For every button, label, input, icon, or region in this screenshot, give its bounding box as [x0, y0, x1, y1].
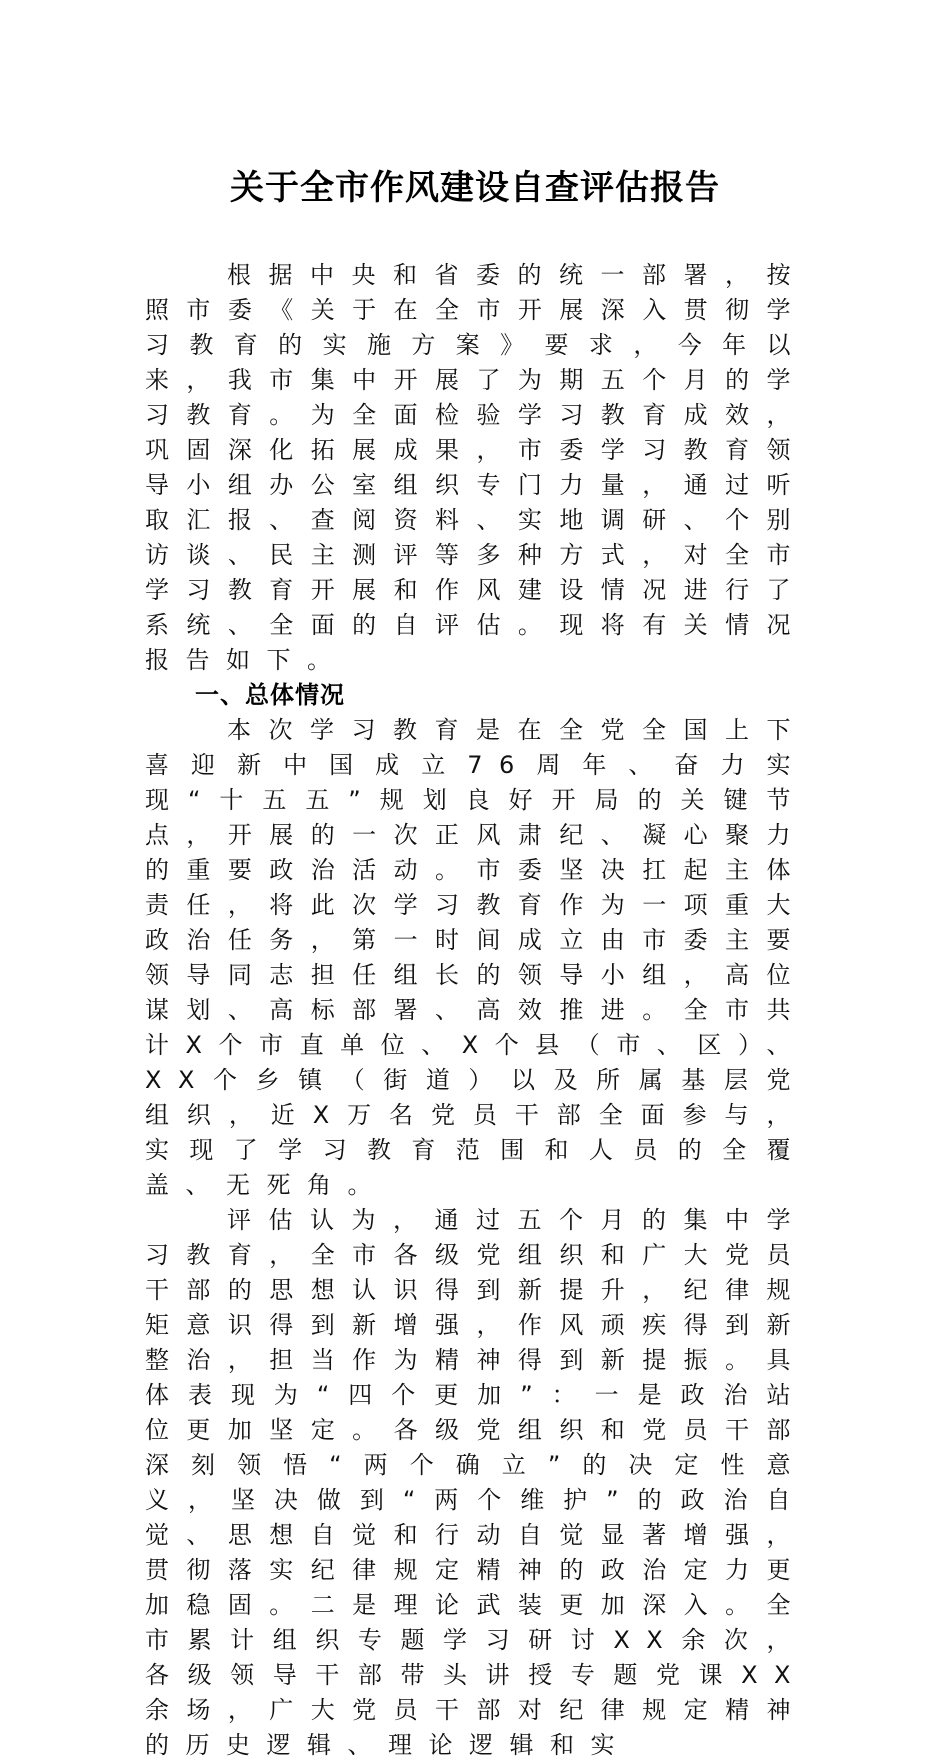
document-body: [145, 258, 807, 1763]
section-paragraph: 本次学习教育是在全党全国上下喜迎新中国成立76周年、奋力实现“十五五”规划良好开局的关键节点，开展的一次正风肃纪、凝心聚力的重要政治活动。市委坚决扛起主体责任，将此次学习教育作为一项重大政治任务，第一时间成立由市委主要领导同志担任组长的领导小组，高位谋划、高标部署、高效推进。全市共计X个市直单位、X个县（市、区）、XX个乡镇（街道）以及所属基层党组织，近X万名党员干部全面参与，实现了学习教育范围和人员的全覆盖、无死角。: [145, 716, 807, 1199]
section-heading: 一、总体情况: [195, 681, 345, 709]
section-paragraph: 评估认为，通过五个月的集中学习教育，全市各级党组织和广大党员干部的思想认识得到新提升，纪律规矩意识得到新增强，作风顽疾得到新整治，担当作为精神得到新提振。具体表现为“四个更加”：一是政治站位更加坚定。各级党组织和党员干部深刻领悟“两个确立”的决定性意义，坚决做到“两个维护”的政治自觉、思想自觉和行动自觉显著增强，贯彻落实纪律规定精神的政治定力更加稳固。二是理论武装更加深入。全市累计组织专题学习研讨XX余次，各级领导干部带头讲授专题党课XX余场，广大党员干部对纪律规定精神的历史逻辑、理论逻辑和实: [145, 1206, 807, 1759]
intro-paragraph: 根据中央和省委的统一部署，按照市委《关于在全市开展深入贯彻学习教育的实施方案》要求，今年以来，我市集中开展了为期五个月的学习教育。为全面检验学习教育成效，巩固深化拓展成果，市委学习教育领导小组办公室组织专门力量，通过听取汇报、查阅资料、实地调研、个别访谈、民主测评等多种方式，对全市学习教育开展和作风建设情况进行了系统、全面的自评估。现将有关情况报告如下。: [145, 261, 807, 674]
document-title: 关于全市作风建设自查评估报告: [230, 168, 720, 208]
